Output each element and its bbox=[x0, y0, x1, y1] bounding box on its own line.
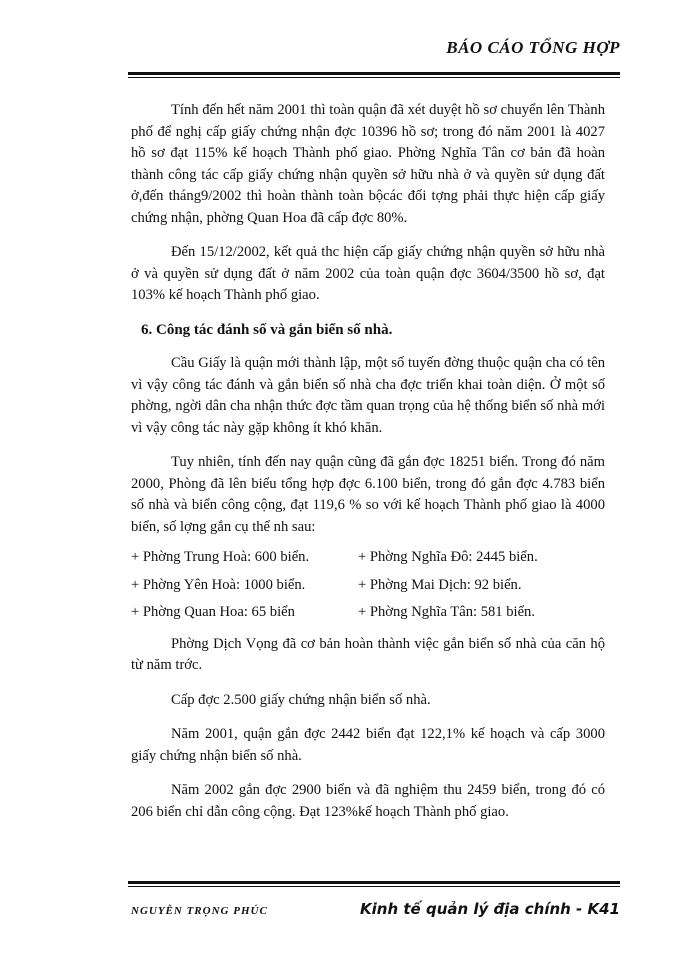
ward-item: + Phờng Nghĩa Tân: 581 biển. bbox=[358, 604, 536, 620]
ward-row bbox=[131, 547, 605, 575]
paragraph-4: Tuy nhiên, tính đến nay quận cũng đã gắn đợc 18251 biển. Trong đó năm 2000, Phòng đã lên biểu tổng hợp đợc 6.100 biển, trong đó gắn đợc 4.783 biển số nhà và biển công cộng, đạt 119,6 % so với kế hoạch Thành phố giao là 4000 biển, số lợng gắn cụ thể nh sau: bbox=[131, 454, 605, 535]
paragraph-1: Tính đến hết năm 2001 thì toàn quận đã xét duyệt hồ sơ chuyển lên Thành phố để nghị cấp giấy chứng nhận đợc 10396 hồ sơ; trong đó năm 2001 là 4027 hồ sơ đạt 115% kế hoạch Thành phố giao. Phờng Nghĩa Tân cơ bản đã hoàn thành công tác cấp giấy chứng nhận quyền sở hữu nhà ở và quyền sử dụng đất ở,đến tháng9/2002 thì hoàn thành toàn bộcác đối tợng phải thực hiện cấp giấy chứng nhận, phờng Quan Hoa đã cấp đợc 80%. bbox=[131, 102, 605, 226]
ward-list bbox=[131, 547, 605, 630]
ward-row bbox=[131, 575, 605, 603]
ward-item: + Phờng Nghĩa Đô: 2445 biển. bbox=[358, 549, 538, 565]
ward-item: + Phờng Yên Hoà: 1000 biển. bbox=[131, 576, 306, 593]
ward-row bbox=[131, 602, 605, 630]
section-heading: 6. Công tác đánh số và gắn biển số nhà. bbox=[141, 321, 393, 338]
document-body bbox=[131, 100, 605, 836]
footer-divider bbox=[128, 881, 620, 887]
ward-item: + Phờng Trung Hoà: 600 biển. bbox=[131, 549, 310, 565]
paragraph-2: Đến 15/12/2002, kết quả thc hiện cấp giấy chứng nhận quyền sở hữu nhà ở và quyền sử dụng đất ở năm 2002 của toàn quận đợc 3604/3500 hồ sơ, đạt 103% kế hoạch Thành phố giao. bbox=[131, 244, 605, 303]
paragraph-5: Phờng Dịch Vọng đã cơ bản hoàn thành việc gắn biển số nhà của căn hộ từ năm trớc. bbox=[131, 635, 605, 673]
footer-course: Kinh tế quản lý địa chính - K41 bbox=[360, 900, 620, 918]
paragraph-3: Cầu Giấy là quận mới thành lập, một số tuyến đờng thuộc quận cha có tên vì vậy công tác đánh và gắn biển số nhà cha đợc triển khai toàn diện. Ở một số phờng, ngời dân cha nhận thức đợc tầm quan trọng của hệ thống biển số nhà mới vì vậy công tác này gặp không ít khó khăn. bbox=[131, 355, 605, 436]
paragraph-7: Năm 2001, quận gắn đợc 2442 biển đạt 122,1% kế hoạch và cấp 3000 giấy chứng nhận biển số nhà. bbox=[131, 726, 605, 764]
paragraph-6: Cấp đợc 2.500 giấy chứng nhận biển số nhà. bbox=[171, 691, 431, 708]
paragraph-8: Năm 2002 gắn đợc 2900 biển và đã nghiệm thu 2459 biển, trong đó có 206 biển chỉ dẫn công cộng. Đạt 123%kế hoạch Thành phố giao. bbox=[131, 782, 605, 820]
footer-author: NGUYỄN TRỌNG PHÚC bbox=[131, 905, 268, 917]
ward-item: + Phờng Mai Dịch: 92 biển. bbox=[358, 576, 522, 593]
header-title: BÁO CÁO TỔNG HỢP bbox=[446, 38, 620, 57]
header-divider bbox=[128, 72, 620, 78]
ward-item: + Phờng Quan Hoa: 65 biển bbox=[131, 604, 295, 620]
